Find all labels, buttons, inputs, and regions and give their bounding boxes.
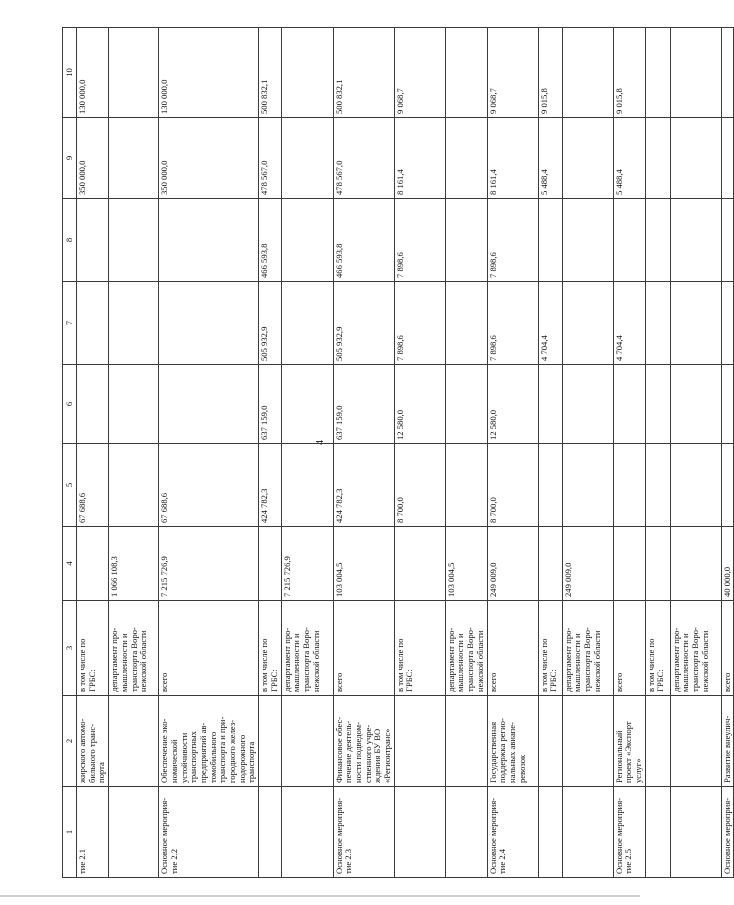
table-cell [613,444,645,527]
table-cell: 8 700,0 [394,444,445,527]
table-cell: всего [721,601,734,696]
table-cell [721,199,734,282]
table-cell [109,199,159,282]
table-cell: департамент про- мышленности и транспорта Воро- нежской области [109,601,159,696]
table-cell [670,787,721,878]
table-cell: Основное мероприя- [721,787,734,878]
table-header-row [63,28,77,878]
table-cell [721,28,734,118]
table-cell: всего [159,601,259,696]
table-cell: 130 000,0 [77,28,109,118]
table-cell [159,365,259,444]
table-cell: 67 688,6 [77,444,109,527]
table-cell: 12 580,0 [394,365,445,444]
budget-table [62,27,734,878]
table-row [333,28,394,878]
table-cell [77,282,109,365]
table-cell: Обеспечение эко- номической устойчивости транспортных предприятий ав- томобильного транспорта и при- городного желез- нодорожного транспорта [159,696,259,787]
table-cell [445,365,487,444]
table-cell: Основное мероприя- тие 2.3 [333,787,394,878]
table-cell [159,282,259,365]
table-row [645,28,670,878]
table-cell: 249 009,0 [487,527,538,601]
table-cell [77,365,109,444]
table-cell [562,282,613,365]
table-cell: 5 488,4 [538,118,562,199]
table-body [63,28,734,878]
table-cell: 478 567,0 [333,118,394,199]
table-row [538,28,562,878]
table-cell [562,118,613,199]
table-cell [645,118,670,199]
table-cell [445,696,487,787]
table-cell: Государственная поддержка регио- нальных авиапе- ревозок [487,696,538,787]
table-cell: 9 068,7 [487,28,538,118]
table-cell [645,199,670,282]
table-cell: всего [613,601,645,696]
table-cell [538,696,562,787]
table-cell [281,282,333,365]
table-cell: 67 688,6 [159,444,259,527]
table-cell: 4 704,4 [613,282,645,365]
table-cell: 40 000,0 [721,527,734,601]
table-cell: Основное мероприя- тие 2.4 [487,787,538,878]
budget-table-sheet [62,28,732,878]
table-cell [281,199,333,282]
header-cell: 10 [63,28,77,118]
table-cell: 7 898,6 [394,199,445,282]
table-cell [562,28,613,118]
table-cell [281,365,333,444]
table-cell: Основное мероприя- тие 2.2 [159,787,259,878]
table-row [670,28,721,878]
table-cell [259,527,281,601]
table-cell [721,365,734,444]
table-cell [109,365,159,444]
table-cell [670,118,721,199]
table-cell: 466 593,8 [333,199,394,282]
table-cell [562,787,613,878]
table-cell [670,199,721,282]
table-cell [109,282,159,365]
table-cell [538,444,562,527]
table-cell: в том числе по ГРБС: [259,601,281,696]
table-cell [159,199,259,282]
table-cell [281,28,333,118]
table-row [721,28,734,878]
table-cell: 7 215 726,9 [281,527,333,601]
table-cell [670,696,721,787]
table-cell: 500 832,1 [259,28,281,118]
table-cell: в том числе по ГРБС: [538,601,562,696]
table-cell [445,118,487,199]
header-cell: 6 [63,365,77,444]
table-cell [259,787,281,878]
table-cell: 130 000,0 [159,28,259,118]
table-cell [645,444,670,527]
table-row [77,28,109,878]
table-cell [670,282,721,365]
table-cell [562,199,613,282]
table-cell: жирского автомо- бильного транс- порта [77,696,109,787]
table-cell: 466 593,8 [259,199,281,282]
table-cell [109,118,159,199]
table-cell: 1 066 108,3 [109,527,159,601]
table-cell: 12 580,0 [487,365,538,444]
table-cell: 500 832,1 [333,28,394,118]
table-cell: 424 782,3 [333,444,394,527]
table-cell: 7 898,6 [394,282,445,365]
table-cell: 637 159,0 [259,365,281,444]
table-row [487,28,538,878]
table-cell: департамент про- мышленности и транспорта Воро- нежской области [562,601,613,696]
table-cell [281,118,333,199]
table-cell [645,696,670,787]
table-cell [670,444,721,527]
table-cell [445,444,487,527]
table-cell: 350 000,0 [159,118,259,199]
header-cell: 9 [63,118,77,199]
table-cell [562,444,613,527]
header-cell: 1 [63,787,77,878]
table-cell: тие 2.1 [77,787,109,878]
table-cell: 7 215 726,9 [159,527,259,601]
table-cell: 249 009,0 [562,527,613,601]
table-cell: Развитие внеулич- [721,696,734,787]
table-cell: 103 004,5 [333,527,394,601]
header-cell: 5 [63,444,77,527]
table-cell [109,28,159,118]
table-cell [645,787,670,878]
table-cell [259,696,281,787]
header-cell: 2 [63,696,77,787]
table-cell [645,28,670,118]
table-cell: 505 932,9 [259,282,281,365]
table-cell: 4 704,4 [538,282,562,365]
table-cell [613,365,645,444]
table-cell: 9 068,7 [394,28,445,118]
table-cell: 7 898,6 [487,199,538,282]
table-cell: департамент про- мышленности и транспорта Воро- нежской области [445,601,487,696]
table-row [109,28,159,878]
table-cell: 637 159,0 [333,365,394,444]
table-cell [77,527,109,601]
table-row [394,28,445,878]
table-cell [109,696,159,787]
table-cell [77,199,109,282]
table-cell: в том числе по ГРБС: [77,601,109,696]
header-cell: 8 [63,199,77,282]
table-cell [445,282,487,365]
table-cell: 8 161,4 [487,118,538,199]
table-cell: в том числе по ГРБС: [394,601,445,696]
table-cell [562,696,613,787]
table-cell [538,199,562,282]
table-cell [538,527,562,601]
table-cell [394,527,445,601]
table-cell [645,527,670,601]
table-cell: Финансовое обес- печение деятель- ности подведом- ственного учре- ждения БУ ВО «Регионтранс» [333,696,394,787]
table-row [281,28,333,878]
table-cell: в том числе по ГРБС: [645,601,670,696]
table-cell [394,787,445,878]
table-cell: Региональный проект «Экспорт услуг» [613,696,645,787]
table-cell: 5 488,4 [613,118,645,199]
table-cell [562,365,613,444]
table-cell: всего [487,601,538,696]
header-cell: 7 [63,282,77,365]
table-cell [670,527,721,601]
table-cell [613,199,645,282]
table-row [562,28,613,878]
bottom-divider [0,895,640,897]
table-cell: 8 161,4 [394,118,445,199]
table-cell [670,365,721,444]
table-cell: 350 000,0 [77,118,109,199]
page-number: 4 [315,440,326,445]
table-cell [670,28,721,118]
table-cell [445,787,487,878]
table-row [613,28,645,878]
table-row [259,28,281,878]
table-cell: 7 898,6 [487,282,538,365]
header-cell: 4 [63,527,77,601]
table-cell: 8 700,0 [487,444,538,527]
table-cell: 505 932,9 [333,282,394,365]
table-cell [109,787,159,878]
table-cell [281,696,333,787]
table-cell [109,444,159,527]
table-cell: всего [333,601,394,696]
table-cell [613,527,645,601]
table-cell: 103 004,5 [445,527,487,601]
table-row [159,28,259,878]
table-cell [645,282,670,365]
table-cell: департамент про- мышленности и транспорта Воро- нежской области [670,601,721,696]
header-cell: 3 [63,601,77,696]
table-cell [394,696,445,787]
table-cell [538,787,562,878]
table-row [445,28,487,878]
table-cell [538,365,562,444]
table-cell: Основное мероприя- тие 2.5 [613,787,645,878]
table-cell: 9 015,8 [613,28,645,118]
table-cell: департамент про- мышленности и транспорта Воро- нежской области [281,601,333,696]
table-cell [281,787,333,878]
table-cell [281,444,333,527]
table-cell [721,282,734,365]
table-cell: 9 015,8 [538,28,562,118]
table-cell [445,28,487,118]
table-cell [721,444,734,527]
table-cell: 478 567,0 [259,118,281,199]
table-cell [645,365,670,444]
table-cell [445,199,487,282]
table-cell [721,118,734,199]
table-cell: 424 782,3 [259,444,281,527]
